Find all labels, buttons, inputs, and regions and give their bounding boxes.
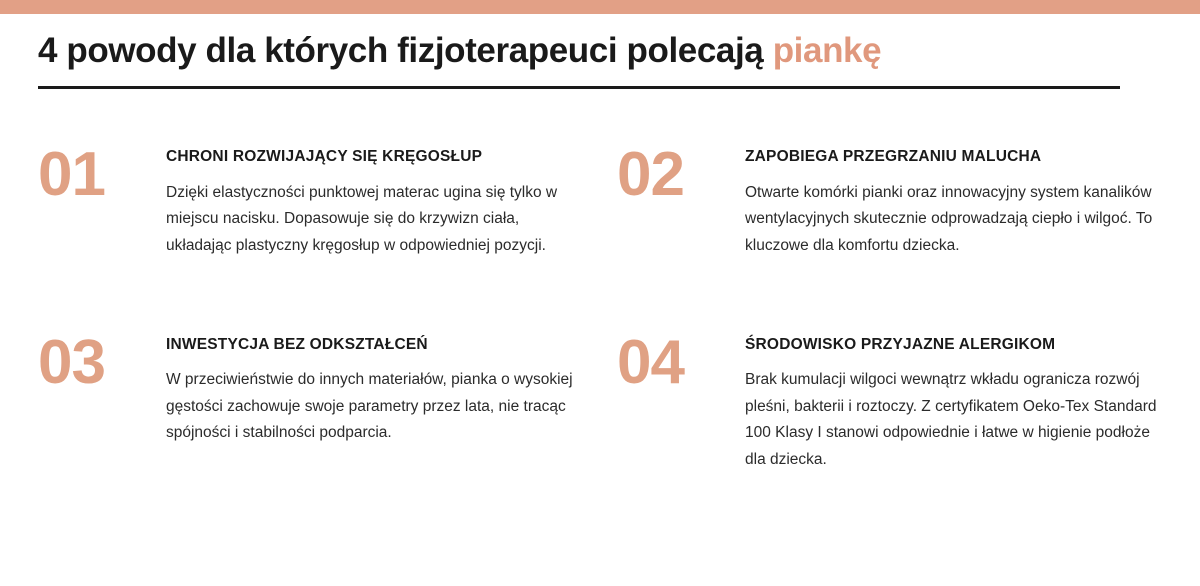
reason-body	[166, 142, 583, 260]
title-divider	[38, 86, 1120, 89]
reason-text: Dzięki elastyczności punktowej materac ugina się tylko w miejscu nacisku. Dopasowuje się do krzywizn ciała, układając plastyczny kręgosłup w odpowiedniej pozycji.	[166, 183, 558, 254]
reason-item-02	[617, 142, 1162, 260]
reason-body	[166, 312, 583, 448]
reason-title: ZAPOBIEGA PRZEGRZANIU MALUCHA	[745, 148, 1042, 165]
header	[38, 30, 1120, 89]
reason-title: CHRONI ROZWIJAJĄCY SIĘ KRĘGOSŁUP	[166, 148, 483, 165]
reason-number: 03	[38, 327, 105, 397]
reason-number: 04	[617, 327, 684, 397]
reason-body	[745, 142, 1162, 260]
page-title-accent: piankę	[772, 31, 882, 70]
reason-number: 02	[617, 140, 684, 209]
reason-text: Otwarte komórki pianki oraz innowacyjny system kanalików wentylacyjnych skutecznie odprowadzają ciepło i wilgoć. To kluczowe dla komfortu dziecka.	[745, 183, 1153, 254]
reason-text: W przeciwieństwie do innych materiałów, pianka o wysokiej gęstości zachowuje swoje parametry przez lata, nie tracąc spójności i stabilności podparcia.	[166, 371, 573, 442]
reasons-grid	[38, 142, 1162, 474]
reason-title: INWESTYCJA BEZ ODKSZTAŁCEŃ	[166, 335, 428, 353]
page-title-main: 4 powody dla których fizjoterapeuci polecają	[38, 31, 773, 70]
reason-item-04	[617, 312, 1162, 474]
reason-text: Brak kumulacji wilgoci wewnątrz wkładu ogranicza rozwój pleśni, bakterii i roztoczy. Z certyfikatem Oeko-Tex Standard 100 Klasy I stanowi odpowiednie i łatwe w higienie podłoże dla dziecka.	[745, 371, 1157, 469]
reason-item-01	[38, 142, 583, 260]
reason-item-03	[38, 312, 583, 474]
reason-title: ŚRODOWISKO PRZYJAZNE ALERGIKOM	[745, 335, 1056, 353]
reason-body	[745, 312, 1162, 474]
top-accent-band	[0, 0, 1200, 14]
reason-number: 01	[38, 140, 105, 209]
page-title	[38, 30, 1120, 72]
